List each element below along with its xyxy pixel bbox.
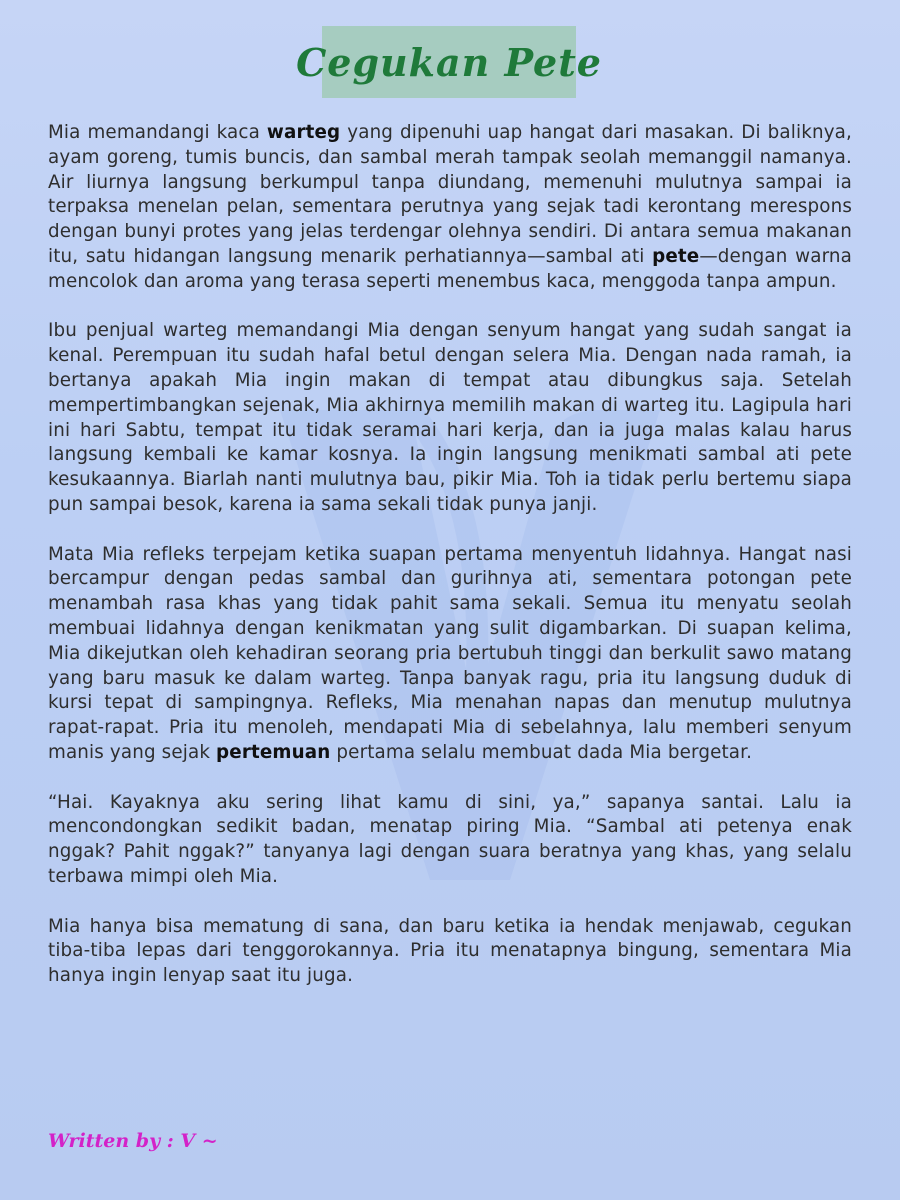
paragraph-3-text: pertama selalu membuat dada Mia bergetar. [330, 741, 753, 763]
paragraph-3-text: Mata Mia refleks terpejam ketika suapan pertama menyentuh lidahnya. Hangat nasi bercampur dengan pedas sambal dan gurihnya ati, sementara potongan pete menambah rasa khas yang tidak pahit sama sekali. Semua itu menyatu seolah membuai lidahnya dengan kenikmatan yang sulit digambarkan. Di suapan kelima, Mia dikejutkan oleh kehadiran seorang pria bertubuh tinggi dan berkulit sawo matang yang baru masuk ke dalam warteg. Tanpa banyak ragu, pria itu langsung duduk di kursi tepat di sampingnya. Refleks, Mia menahan napas dan menutup mulutnya rapat-rapat. Pria itu menoleh, mendapati Mia di sebelahnya, lalu memberi senyum manis yang sejak [48, 543, 852, 763]
keyword-warteg: warteg [266, 122, 341, 143]
paragraph-4-text: “Hai. Kayaknya aku sering lihat kamu di sini, ya,” sapanya santai. Lalu ia mencondongkan sedikit badan, menatap piring Mia. “Sambal ati petenya enak nggak? Pahit nggak?” tanyanya lagi dengan suara beratnya yang khas, yang selalu terbawa mimpi oleh Mia. [48, 791, 852, 887]
paragraph-3 [48, 543, 852, 766]
paragraph-4 [48, 791, 852, 890]
paragraph-1-text: —dengan warna mencolok dan aroma yang terasa seperti menembus kaca, menggoda tanpa ampun. [48, 245, 853, 292]
paragraph-1 [48, 121, 852, 295]
keyword-pete: pete [652, 245, 700, 267]
paragraph-1-text: Mia memandangi kaca [48, 122, 267, 143]
paragraph-2-text: Ibu penjual warteg memandangi Mia dengan senyum hangat yang sudah sangat ia kenal. Perempuan itu sudah hafal betul dengan selera Mia. Dengan nada ramah, ia bertanya apakah Mia ingin makan di tempat atau dibungkus saja. Setelah mempertimbangkan sejenak, Mia akhirnya memilih makan di warteg itu. Lagipula hari ini hari Sabtu, tempat itu tidak seramai hari kerja, dan ia juga malas kalau harus langsung kembali ke kamar kosnya. Ia ingin langsung menikmati sambal ati pete kesukaannya. Biarlah nanti mulutnya bau, pikir Mia. Toh ia tidak perlu bertemu siapa pun sampai besok, karena ia sama sekali tidak punya janji. [48, 320, 852, 515]
title-banner [296, 26, 602, 98]
story-body [48, 121, 852, 1014]
paragraph-5-text: Mia hanya bisa mematung di sana, dan baru ketika ia hendak menjawab, cegukan tiba-tiba lepas dari tenggorokannya. Pria itu menatapnya bingung, sementara Mia hanya ingin lenyap saat itu juga. [48, 915, 852, 987]
keyword-pertemuan: pertemuan [216, 741, 331, 763]
paragraph-2 [48, 319, 852, 517]
paragraph-1-text: yang dipenuhi uap hangat dari masakan. Di baliknya, ayam goreng, tumis buncis, dan sambal merah tampak seolah memanggil namanya. Air liurnya langsung berkumpul tanpa diundang, memenuhi mulutnya sampai ia terpaksa menelan pelan, sementara perutnya yang sejak tadi kerontang merespons dengan bunyi protes yang jelas terdengar olehnya sendiri. Di antara semua makanan itu, satu hidangan langsung menarik perhatiannya—sambal ati [48, 122, 852, 267]
paragraph-5 [48, 915, 852, 989]
author-signature: Written by : V ~ [48, 1130, 218, 1152]
page-title: Cegukan Pete [296, 39, 602, 85]
